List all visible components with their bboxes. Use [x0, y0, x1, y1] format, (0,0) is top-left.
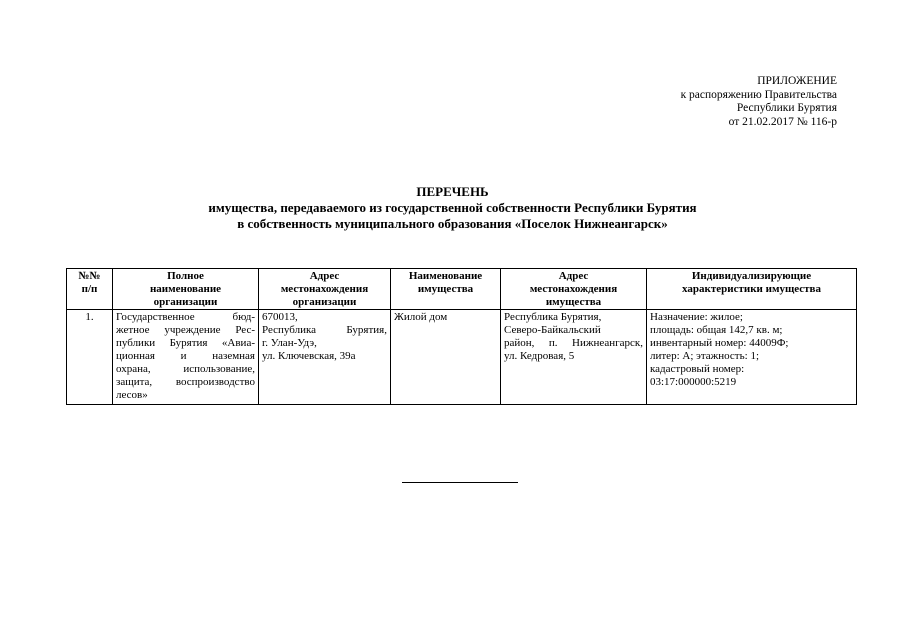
document-subtitle-line1: имущества, передаваемого из государственной собственности Республики Бурятия: [208, 200, 697, 215]
cell-property-address: Республика Бурятия, Северо-Байкальский район, п. Нижнеангарск, ул. Кедровая, 5: [501, 310, 647, 405]
header-property-address: Адрес местонахождения имущества: [501, 269, 647, 310]
header-organization-name: Полное наименование организации: [113, 269, 259, 310]
document-title-block: [0, 184, 905, 232]
document-title: ПЕРЕЧЕНЬ: [416, 184, 489, 199]
appendix-block: [681, 75, 837, 129]
appendix-order-ref: к распоряжению Правительства: [680, 88, 837, 101]
table-row: [67, 310, 857, 405]
end-separator-line: [402, 482, 518, 483]
cell-property-name: Жилой дом: [391, 310, 501, 405]
cell-organization-address: 670013, Республика Бурятия, г. Улан-Удэ, ул. Ключевская, 39а: [259, 310, 391, 405]
header-number: №№ п/п: [67, 269, 113, 310]
cell-property-characteristics: Назначение: жилое; площадь: общая 142,7 кв. м; инвентарный номер: 44009Ф; литер: А; этажность: 1; кадастровый номер: 03:17:000000:5219: [647, 310, 857, 405]
appendix-government: Республики Бурятия: [736, 102, 837, 114]
header-property-characteristics: Индивидуализирующие характеристики имущества: [647, 269, 857, 310]
header-property-name: Наименование имущества: [391, 269, 501, 310]
header-organization-address: Адрес местонахождения организации: [259, 269, 391, 310]
appendix-date-number: от 21.02.2017 № 116-р: [728, 115, 837, 128]
property-table: [66, 268, 857, 405]
cell-organization-name: Государственное бюд- жетное учреждение Рес- публики Бурятия «Авиа- ционная и наземная охрана, использование, защита, воспроизводство лесов»: [113, 310, 259, 405]
document-subtitle-line2: в собственность муниципального образования «Поселок Нижнеангарск»: [237, 216, 668, 231]
cell-number: 1.: [67, 310, 113, 405]
table-header-row: [67, 269, 857, 310]
appendix-title: ПРИЛОЖЕНИЕ: [757, 75, 837, 87]
